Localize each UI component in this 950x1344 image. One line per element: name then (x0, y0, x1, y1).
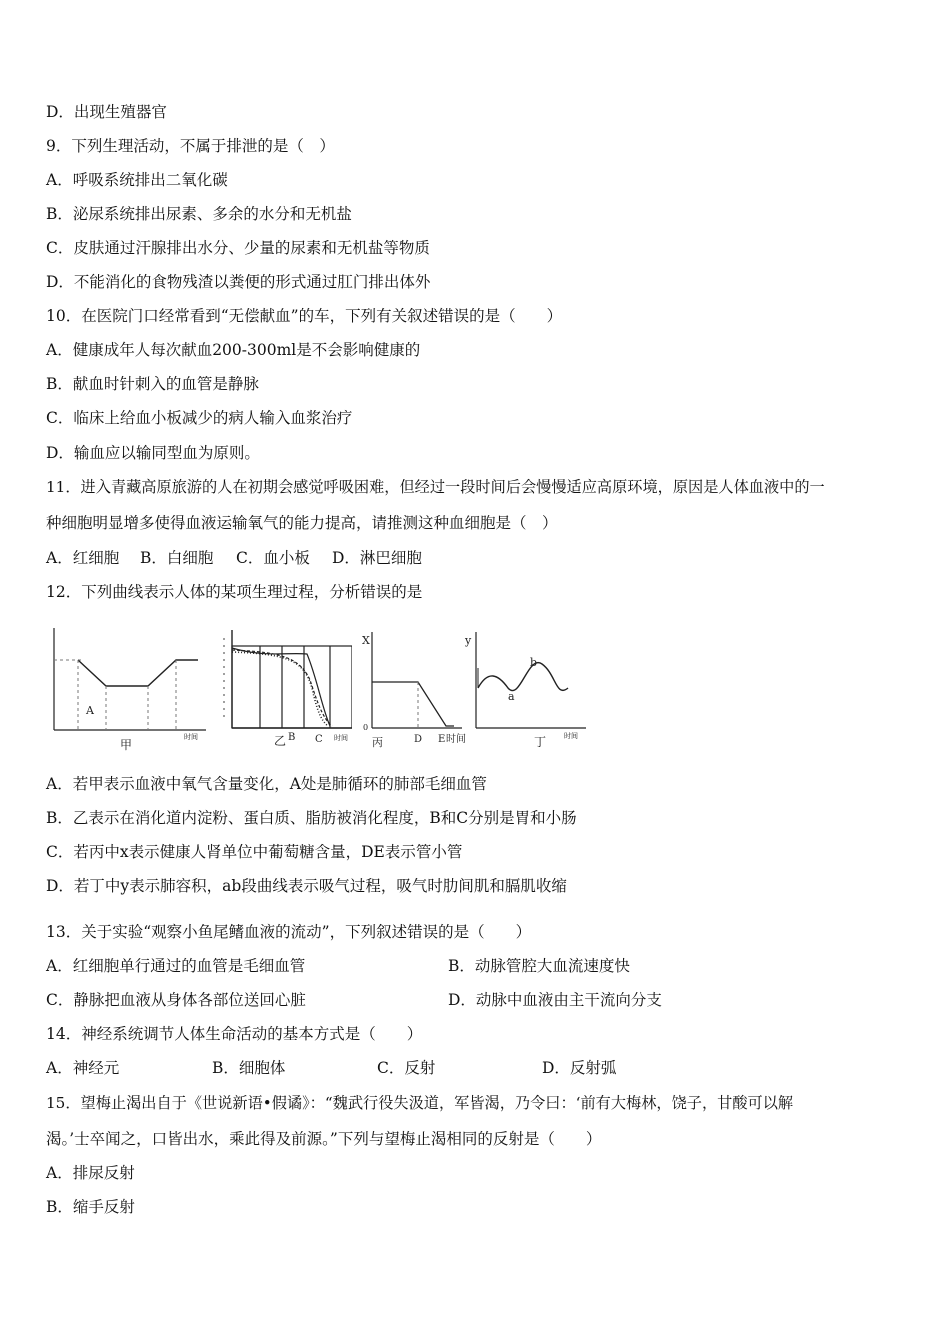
figure-bing-title: 丙 (372, 736, 383, 749)
q14-option-d: D．反射弧 (542, 1059, 617, 1077)
figure-bing (358, 618, 468, 753)
q13-option-d: D．动脉中血液由主干流向分支 (448, 991, 662, 1009)
q9-stem: 9．下列生理活动，不属于排泄的是（ ） (46, 137, 335, 155)
q15-option-b: B．缩手反射 (46, 1198, 135, 1216)
figure-yi (212, 618, 352, 753)
figure-bing-label-x: X (362, 634, 370, 647)
figure-ding-axis-label: 时间 (564, 732, 578, 740)
figure-ding-title: 丁 (534, 735, 547, 749)
q13-stem: 13．关于实验“观察小鱼尾鳍血液的流动”，下列叙述错误的是（ ） (46, 923, 532, 941)
q13-option-a: A．红细胞单行通过的血管是毛细血管 (46, 957, 306, 975)
figure-bing-axis-label: 时间 (446, 734, 466, 745)
figure-jia-axis-label: 时间 (184, 733, 198, 741)
q9-option-c: C．皮肤通过汗腺排出水分、少量的尿素和无机盐等物质 (46, 239, 430, 257)
q14-stem: 14．神经系统调节人体生命活动的基本方式是（ ） (46, 1025, 423, 1043)
q10-option-a: A．健康成年人每次献血200-300ml是不会影响健康的 (46, 341, 421, 359)
q11-option-a: A．红细胞 (46, 549, 120, 567)
q8-option-d: D．出现生殖器官 (46, 103, 167, 121)
q12-option-d: D．若丁中y表示肺容积，ab段曲线表示吸气过程，吸气时肋间肌和膈肌收缩 (46, 877, 567, 895)
q12-option-c: C．若丙中x表示健康人肾单位中葡萄糖含量，DE表示管小管 (46, 843, 463, 861)
q14-option-c: C．反射 (377, 1059, 436, 1077)
q11-stem-line2: 种细胞明显增多使得血液运输氧气的能力提高，请推测这种血细胞是（ ） (46, 514, 558, 532)
q13-option-c: C．静脉把血液从身体各部位送回心脏 (46, 991, 306, 1009)
q10-option-b: B．献血时针刺入的血管是静脉 (46, 375, 259, 393)
figure-yi-axis-label: 时间 (334, 734, 348, 742)
q11-option-b: B．白细胞 (140, 549, 214, 567)
figure-jia-label-a: A (86, 704, 94, 717)
q12-option-b: B．乙表示在消化道内淀粉、蛋白质、脂肪被消化程度，B和C分别是胃和小肠 (46, 809, 577, 827)
figure-bing-label-zero: 0 (363, 723, 369, 732)
figure-jia-title: 甲 (120, 738, 133, 752)
q14-option-a: A．神经元 (46, 1059, 120, 1077)
q10-option-c: C．临床上给血小板减少的病人输入血浆治疗 (46, 409, 353, 427)
figure-ding-label-y: y (465, 634, 472, 647)
q10-option-d: D．输血应以输同型血为原则。 (46, 444, 260, 462)
q9-option-b: B．泌尿系统排出尿素、多余的水分和无机盐 (46, 205, 352, 223)
q11-stem-line1: 11．进入青藏高原旅游的人在初期会感觉呼吸困难，但经过一段时间后会慢慢适应高原环境，原因是人体血液中的一 (46, 478, 825, 496)
q9-option-a: A．呼吸系统排出二氧化碳 (46, 171, 228, 189)
q14-option-b: B．细胞体 (212, 1059, 286, 1077)
figure-ding-label-a: a (508, 690, 515, 703)
q12-figures (40, 618, 600, 758)
q15-stem-line1: 15．望梅止渴出自于《世说新语•假谲》：“魏武行役失汲道，军皆渴，乃令曰：‘前有大梅林，饶子，甘酸可以解 (46, 1094, 794, 1112)
figure-ding (464, 618, 594, 753)
figure-bing-label-e: E (438, 734, 446, 745)
q11-option-c: C．血小板 (236, 549, 310, 567)
figure-bing-label-d: D (414, 734, 423, 745)
figure-yi-label-c: C (315, 734, 323, 745)
q10-stem: 10．在医院门口经常看到“无偿献血”的车，下列有关叙述错误的是（ ） (46, 307, 563, 325)
q13-option-b: B．动脉管腔大血流速度快 (448, 957, 630, 975)
q12-stem: 12．下列曲线表示人体的某项生理过程，分析错误的是 (46, 583, 423, 601)
figure-ding-label-b: b (530, 656, 538, 669)
q11-option-d: D．淋巴细胞 (332, 549, 422, 567)
figure-yi-title: 乙 (274, 734, 287, 748)
q12-option-a: A．若甲表示血液中氧气含量变化，A处是肺循环的肺部毛细血管 (46, 775, 487, 793)
q15-option-a: A．排尿反射 (46, 1164, 135, 1182)
q15-stem-line2: 渴。’士卒闻之，口皆出水，乘此得及前源。”下列与望梅止渴相同的反射是（ ） (46, 1130, 602, 1148)
figure-yi-label-b: B (288, 732, 296, 743)
figure-jia (40, 618, 210, 753)
q9-option-d: D．不能消化的食物残渣以粪便的形式通过肛门排出体外 (46, 273, 431, 291)
